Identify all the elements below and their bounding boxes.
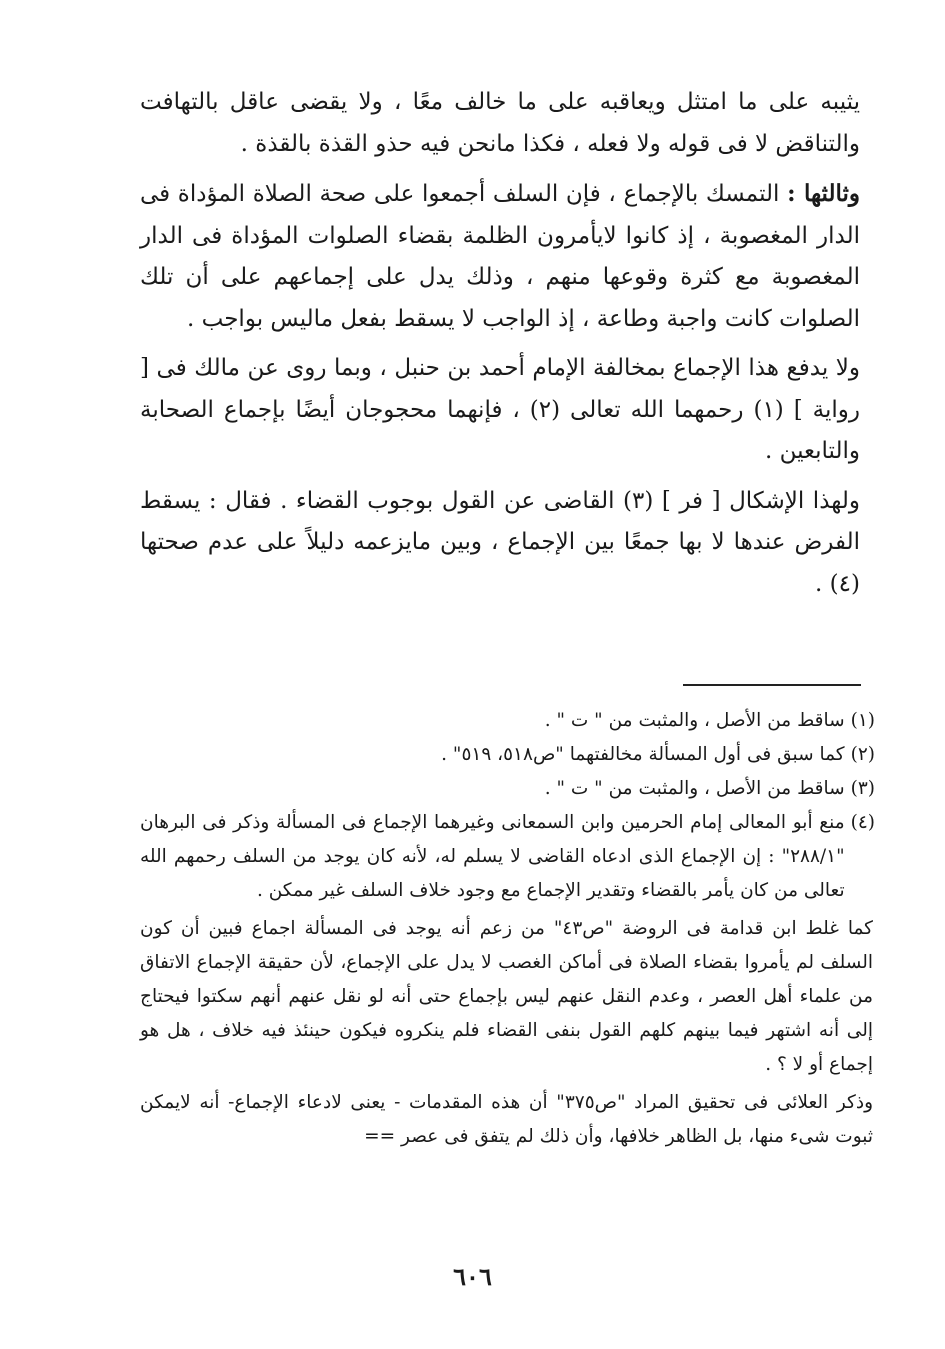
footnote-text: ساقط من الأصل ، والمثبت من " ت " . xyxy=(544,778,845,799)
footnote-separator xyxy=(683,684,861,686)
paragraph-1: يثيبه على ما امتثل ويعاقبه على ما خالف معًا ، ولا يقضى عاقل بالتهافت والتناقض لا فى قوله ولا فعله ، فكذا مانحن فيه حذو القذة بالقذة . xyxy=(140,89,860,157)
footnote-number: (٤) xyxy=(850,812,875,833)
paragraph-4: ولهذا الإشكال [ فر ] (٣) القاضى عن القول بوجوب القضاء . فقال : يسقط الفرض عندها لا بها جمعًا بين الإجماع ، وبين مايزعمه دليلاً على عدم صحتها (٤) . xyxy=(140,487,860,597)
footnote-text: ساقط من الأصل ، والمثبت من " ت " . xyxy=(544,710,845,731)
main-text xyxy=(140,82,860,613)
paragraph-2-text: التمسك بالإجماع ، فإن السلف أجمعوا على صحة الصلاة المؤداة فى الدار المغصوبة ، إذ كانوا لايأمرون الظلمة بقضاء الصلوات المؤداة فى الدار المغصوبة مع كثرة وقوعها منهم ، وذلك يدل على إجماعهم على أن تلك الصلوات كانت واجبة وطاعة ، إذ الواجب لا يسقط بفعل ماليس بواجب . xyxy=(140,181,860,332)
page-number: ٦٠٦ xyxy=(453,1262,492,1291)
footnote-4 xyxy=(140,806,875,908)
footnote-2 xyxy=(140,738,875,772)
footnotes xyxy=(140,704,875,1154)
footnote-number: (١) xyxy=(850,710,875,731)
footnote-1 xyxy=(140,704,875,738)
footnote-continuation-2: وذكر العلائى فى تحقيق المراد "ص٣٧٥" أن هذه المقدمات - يعنى لادعاء الإجماع- أنه لايمكن ثبوت شىء منها، بل الظاهر خلافها، وأن ذلك لم يتفق فى عصر == xyxy=(140,1092,874,1147)
footnote-number: (٣) xyxy=(850,778,875,799)
footnote-text: كما سبق فى أول المسألة مخالفتهما "ص٥١٨، ٥١٩" . xyxy=(441,744,845,765)
paragraph-2 xyxy=(140,173,860,340)
footnote-number: (٢) xyxy=(850,744,875,765)
footnote-3 xyxy=(140,772,875,806)
paragraph-3: ولا يدفع هذا الإجماع بمخالفة الإمام أحمد بن حنبل ، وبما روى عن مالك فى [ رواية ] (١) رحمهما الله تعالى (٢) ، فإنهما محجوجان أيضًا بإجماع الصحابة والتابعين . xyxy=(140,355,860,464)
paragraph-keyword: وثالثها : xyxy=(787,180,861,207)
footnote-continuation-1: كما غلط ابن قدامة فى الروضة "ص٤٣" من زعم أنه يوجد فى المسألة اجماع فبين أن كون السلف لم يأمروا بقضاء الصلاة فى أماكن الغصب لا يدل على الإجماع، لأن حقيقة الإجماع الاتفاق من علماء أهل العصر ، وعدم النقل عنهم ليس بإجماع حتى أنه لو نقل عنهم أنهم سكتوا فيحتاج إلى أنه اشتهر فيما بينهم كلهم القول بنفى القضاء فلم ينكروه فيكون حينئذ فيه خلاف ، هل هو إجماع أو لا ؟ . xyxy=(140,918,873,1075)
footnote-text: منع أبو المعالى إمام الحرمين وابن السمعانى وغيرهما الإجماع فى المسألة وذكر فى البرهان "٢٨٨/١" : إن الإجماع الذى ادعاه القاضى لا يسلم له، لأنه كان يوجد من السلف رحمهم الله تعالى من كان يأمر بالقضاء وتقدير الإجماع مع وجود خلاف السلف غير ممكن . xyxy=(140,812,845,901)
